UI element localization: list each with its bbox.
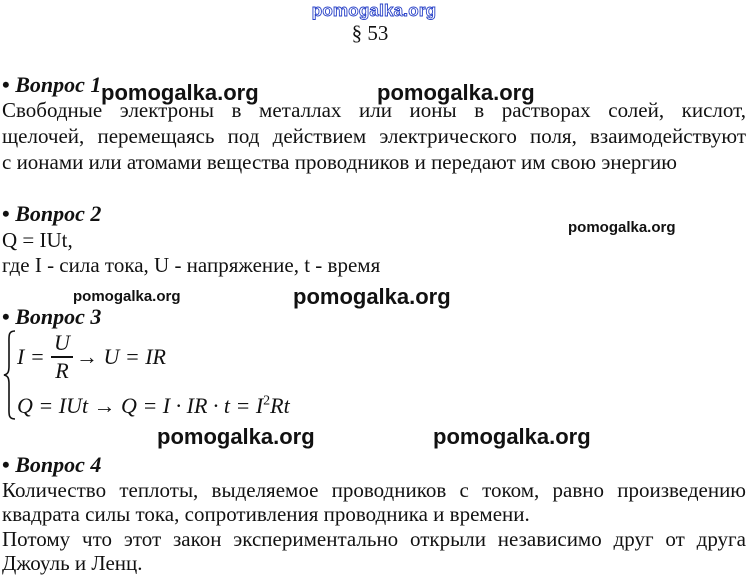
q4-answer-line-2: квадрата силы тока, сопротивления проводника и времени.: [2, 502, 530, 526]
watermark: pomogalka.org: [377, 80, 535, 105]
q3-eq2: [17, 393, 290, 419]
q4-answer-line-1: Количество теплоты, выделяемое проводников с током, равно произведению: [2, 478, 746, 502]
question-4-title: Вопрос 4: [15, 452, 102, 477]
site-link[interactable]: pomogalka.org: [311, 1, 437, 20]
q3-eq1-lhs: I =: [17, 344, 45, 369]
q1-answer-line-2: щелочей, перемещаясь под действием электрического поля, взаимодействуют: [2, 124, 746, 148]
watermark: pomogalka.org: [433, 424, 591, 449]
question-2-heading: [2, 201, 101, 227]
q4-answer-line-4: Джоуль и Ленц.: [2, 551, 143, 575]
question-2-title: Вопрос 2: [15, 201, 102, 226]
system-brace: [2, 330, 18, 420]
q4-answer-line-3: Потому что этот закон экспериментально открыли независимо друг от друга: [2, 527, 746, 551]
watermark: pomogalka.org: [101, 80, 259, 105]
question-1-heading: [2, 72, 101, 98]
q1-answer-line-3: с ионами или атомами вещества проводников и передают им свою энергию: [2, 150, 677, 174]
question-1-title: Вопрос 1: [15, 72, 102, 97]
watermark: pomogalka.org: [293, 284, 451, 309]
q3-eq1-denominator: R: [55, 358, 69, 383]
bullet-icon: •: [2, 201, 10, 226]
section-number: § 53: [351, 21, 389, 45]
q3-eq1-numerator: U: [54, 330, 70, 355]
q2-formula: Q = IUt,: [2, 228, 73, 252]
question-3-title: Вопрос 3: [15, 304, 102, 329]
watermark: pomogalka.org: [73, 288, 181, 305]
question-3-heading: [2, 304, 101, 330]
q3-eq2-exponent: 2: [263, 393, 271, 409]
question-4-heading: [2, 452, 101, 478]
watermark: pomogalka.org: [568, 219, 676, 236]
bullet-icon: •: [2, 452, 10, 477]
bullet-icon: •: [2, 304, 10, 329]
watermark: pomogalka.org: [157, 424, 315, 449]
q1-answer-line-1: Свободные электроны в металлах или ионы в растворах солей, кислот,: [2, 98, 746, 122]
q3-eq2-end: Rt: [270, 393, 290, 418]
bullet-icon: •: [2, 72, 10, 97]
q2-explanation: где I - сила тока, U - напряжение, t - время: [2, 253, 381, 277]
q3-eq1-rhs: → U = IR: [76, 344, 166, 369]
q3-eq2-main: Q = IUt → Q = I · IR · t = I: [17, 393, 264, 418]
